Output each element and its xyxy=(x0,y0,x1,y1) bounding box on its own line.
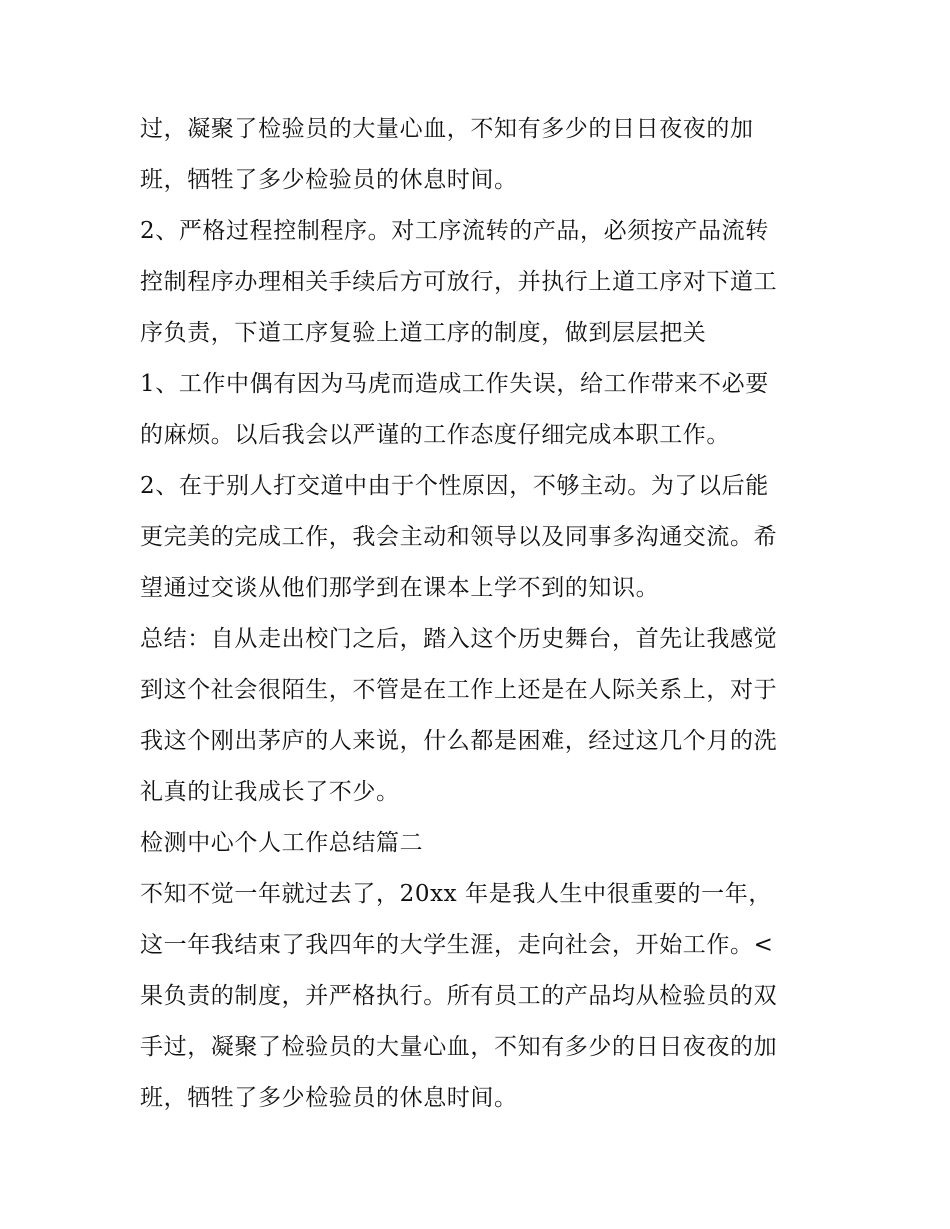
section-heading: 检测中心个人工作总结篇二 xyxy=(140,830,424,856)
text-line: 望通过交谈从他们那学到在课本上学不到的知识。 xyxy=(140,575,660,601)
text-line: 到这个社会很陌生，不管是在工作上还是在人际关系上，对于 xyxy=(140,677,778,703)
text-line: 1、工作中偶有因为马虎而造成工作失误，给工作带来不必要 xyxy=(140,371,769,397)
text-line: 果负责的制度，并严格执行。所有员工的产品均从检验员的双 xyxy=(140,983,778,1009)
text-line: 更完美的完成工作，我会主动和领导以及同事多沟通交流。希 xyxy=(140,524,778,550)
text-line: 总结：自从走出校门之后，踏入这个历史舞台，首先让我感觉 xyxy=(140,626,778,652)
text-line: 的麻烦。以后我会以严谨的工作态度仔细完成本职工作。 xyxy=(140,422,730,448)
text-line: 我这个刚出茅庐的人来说，什么都是困难，经过这几个月的洗 xyxy=(140,728,778,754)
text-line: 礼真的让我成长了不少。 xyxy=(140,779,400,805)
text-line: 过，凝聚了检验员的大量心血，不知有多少的日日夜夜的加 xyxy=(140,116,754,142)
text-line: 不知不觉一年就过去了，20xx 年是我人生中很重要的一年， xyxy=(140,881,772,907)
text-line: 这一年我结束了我四年的大学生涯，走向社会，开始工作。< xyxy=(140,932,774,958)
text-line: 班，牺牲了多少检验员的休息时间。 xyxy=(140,1085,518,1111)
text-line: 班，牺牲了多少检验员的休息时间。 xyxy=(140,167,518,193)
text-line: 2、在于别人打交道中由于个性原因，不够主动。为了以后能 xyxy=(140,473,769,499)
text-line: 控制程序办理相关手续后方可放行，并执行上道工序对下道工 xyxy=(140,269,778,295)
text-line: 2、严格过程控制程序。对工序流转的产品，必须按产品流转 xyxy=(140,218,769,244)
text-line: 手过，凝聚了检验员的大量心血，不知有多少的日日夜夜的加 xyxy=(140,1034,778,1060)
text-line: 序负责，下道工序复验上道工序的制度，做到层层把关 xyxy=(140,320,707,346)
document-body xyxy=(140,104,830,1124)
